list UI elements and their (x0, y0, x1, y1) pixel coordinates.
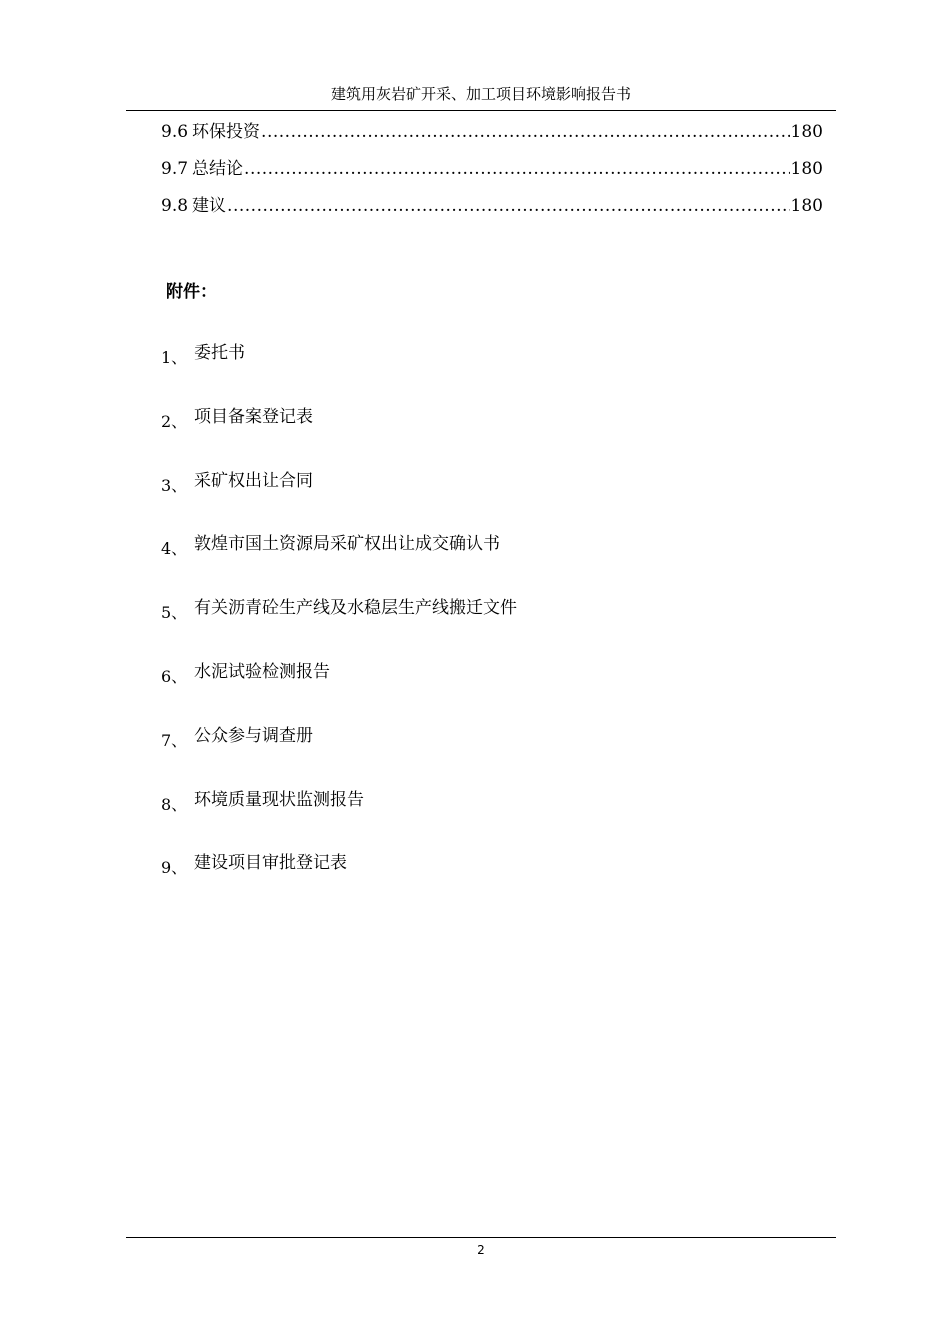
appendix-item-text: 委托书 (194, 343, 245, 363)
appendix-item (161, 341, 517, 405)
toc-entry-title: 建议 (192, 196, 227, 216)
toc-dot-leader (227, 194, 790, 218)
toc-entry[interactable] (161, 120, 823, 157)
table-of-contents (161, 120, 823, 231)
toc-dot-leader (261, 120, 790, 144)
appendix-item-number: 2、 (161, 411, 188, 431)
toc-entry-number: 9.6 (161, 122, 189, 142)
appendix-item-text: 项目备案登记表 (194, 406, 313, 427)
page-number: 2 (477, 1243, 485, 1257)
appendix-item (161, 851, 517, 915)
appendix-heading: 附件： (166, 282, 217, 302)
appendix-item-text: 采矿权出让合同 (194, 470, 313, 491)
appendix-item-number: 3、 (161, 475, 188, 495)
appendix-item-text: 水泥试验检测报告 (194, 661, 330, 682)
toc-entry-title: 环保投资 (192, 122, 261, 142)
appendix-item (161, 469, 517, 533)
toc-entry-page: 180 (790, 196, 823, 216)
toc-entry-number: 9.8 (161, 196, 189, 216)
toc-entry[interactable] (161, 194, 823, 231)
footer-rule (126, 1237, 836, 1238)
appendix-item (161, 724, 517, 788)
appendix-item-number: 6、 (161, 666, 188, 686)
appendix-item-number: 5、 (161, 603, 188, 623)
toc-entry-page: 180 (790, 159, 823, 179)
appendix-item-number: 7、 (161, 730, 188, 750)
appendix-item-number: 8、 (161, 794, 188, 814)
appendix-item (161, 532, 517, 596)
appendix-item-text: 公众参与调查册 (194, 725, 313, 746)
appendix-item-text: 建设项目审批登记表 (194, 853, 347, 874)
appendix-item-number: 1、 (161, 348, 188, 367)
appendix-item (161, 405, 517, 469)
toc-entry-title: 总结论 (192, 159, 244, 179)
appendix-item-text: 敦煌市国土资源局采矿权出让成交确认书 (194, 534, 500, 555)
appendix-item (161, 596, 517, 660)
appendix-item (161, 660, 517, 724)
toc-entry-number: 9.7 (161, 159, 189, 179)
appendix-item-text: 环境质量现状监测报告 (194, 789, 364, 810)
header-rule (126, 110, 836, 111)
appendix-item-number: 4、 (161, 539, 188, 559)
toc-entry-page: 180 (790, 122, 823, 142)
appendix-list (161, 341, 517, 915)
appendix-item-number: 9、 (161, 858, 188, 878)
toc-dot-leader (244, 157, 790, 181)
appendix-item-text: 有关沥青砼生产线及水稳层生产线搬迁文件 (194, 598, 517, 619)
running-header: 建筑用灰岩矿开采、加工项目环境影响报告书 (330, 85, 631, 103)
appendix-item (161, 788, 517, 852)
toc-entry[interactable] (161, 157, 823, 194)
